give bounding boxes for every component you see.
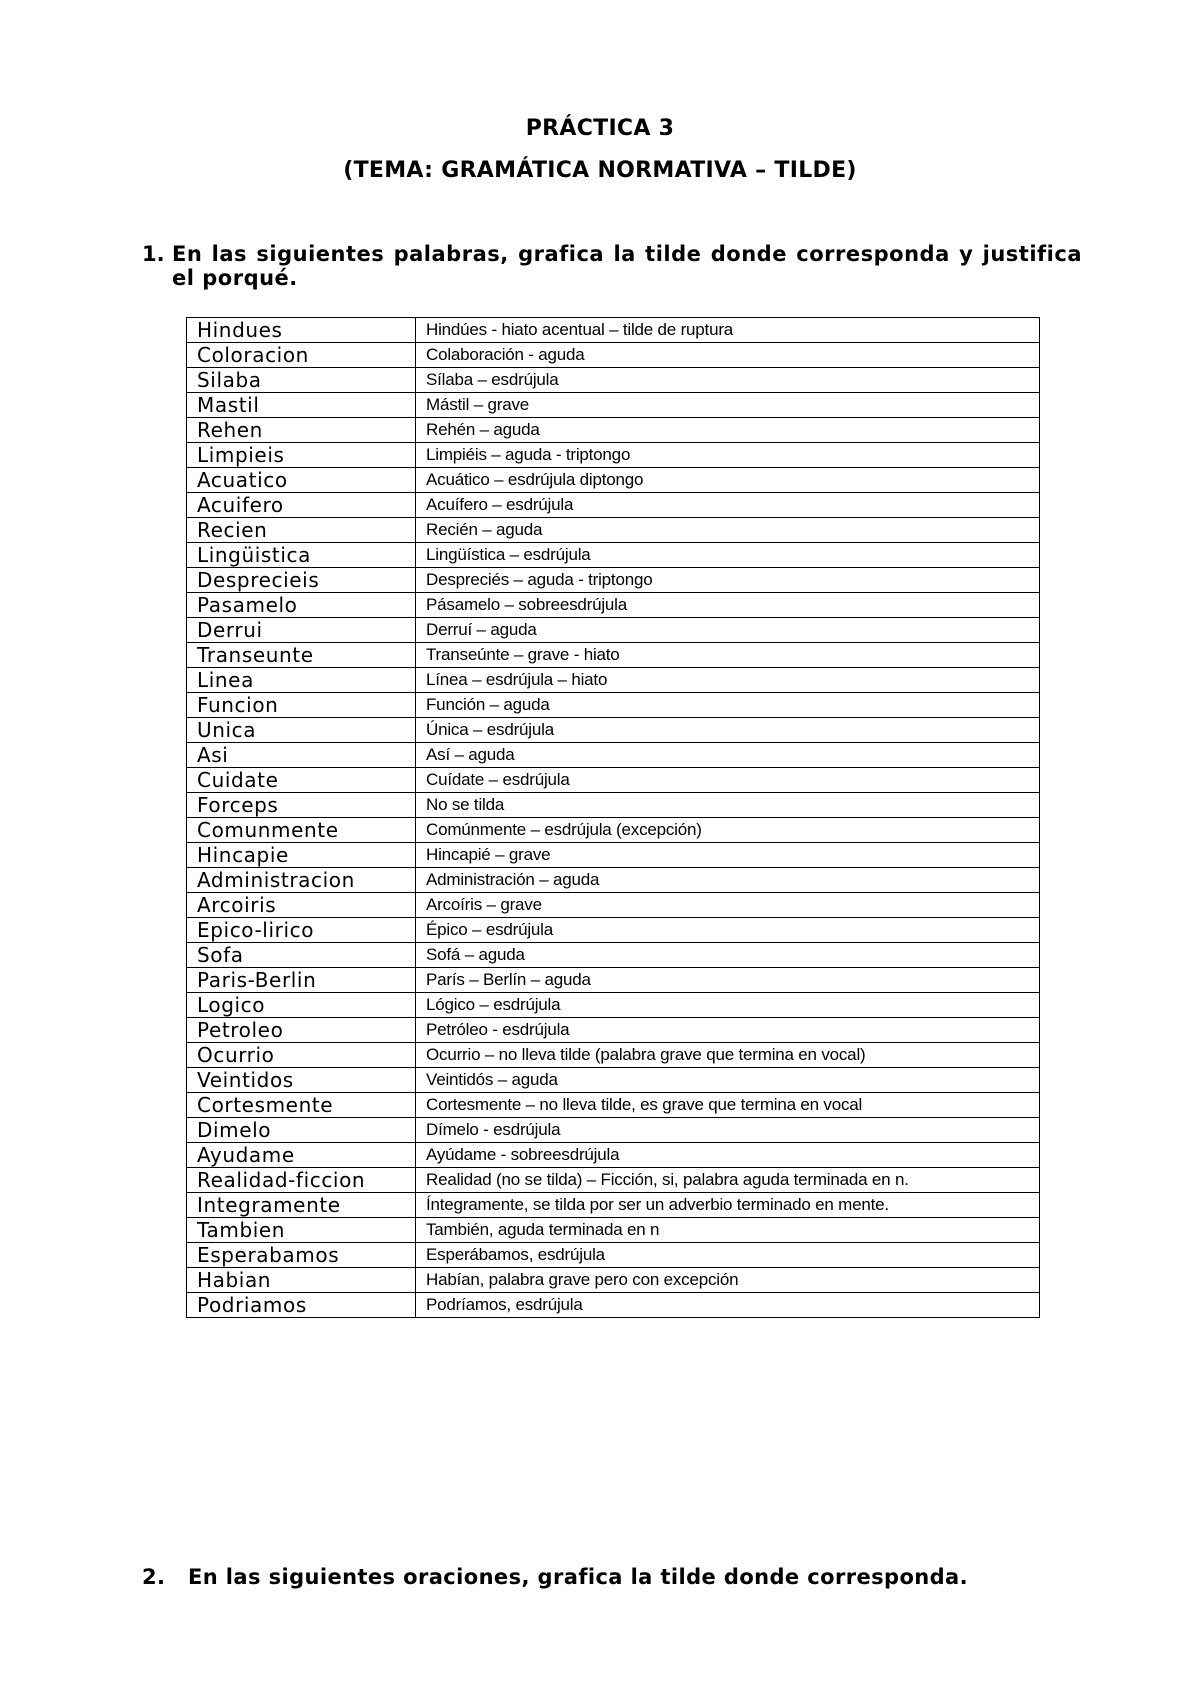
answer-cell: Íntegramente, se tilda por ser un adverbio terminado en mente. <box>416 1193 1040 1218</box>
answer-cell: París – Berlín – aguda <box>416 968 1040 993</box>
word-cell: Rehen <box>187 418 416 443</box>
table-row <box>187 918 1040 943</box>
answer-cell: Esperábamos, esdrújula <box>416 1243 1040 1268</box>
word-cell: Sofa <box>187 943 416 968</box>
word-cell: Esperabamos <box>187 1243 416 1268</box>
table-row <box>187 843 1040 868</box>
word-cell: Cortesmente <box>187 1093 416 1118</box>
answer-cell: Veintidós – aguda <box>416 1068 1040 1093</box>
word-cell: Lingüistica <box>187 543 416 568</box>
word-cell: Pasamelo <box>187 593 416 618</box>
table-row <box>187 868 1040 893</box>
word-cell: Arcoiris <box>187 893 416 918</box>
table-row <box>187 1268 1040 1293</box>
answer-cell: Arcoíris – grave <box>416 893 1040 918</box>
word-cell: Funcion <box>187 693 416 718</box>
table-row <box>187 718 1040 743</box>
answer-cell: No se tilda <box>416 793 1040 818</box>
word-cell: Coloracion <box>187 343 416 368</box>
table-row <box>187 1193 1040 1218</box>
table-row <box>187 1093 1040 1118</box>
answer-cell: Ayúdame - sobreesdrújula <box>416 1143 1040 1168</box>
answer-cell: Comúnmente – esdrújula (excepción) <box>416 818 1040 843</box>
table-row <box>187 1168 1040 1193</box>
word-cell: Habian <box>187 1268 416 1293</box>
table-row <box>187 418 1040 443</box>
table-row <box>187 1068 1040 1093</box>
answer-cell: Petróleo - esdrújula <box>416 1018 1040 1043</box>
word-cell: Administracion <box>187 868 416 893</box>
table-row <box>187 1018 1040 1043</box>
answer-cell: Despreciés – aguda - triptongo <box>416 568 1040 593</box>
page-title: PRÁCTICA 3 <box>525 116 675 141</box>
word-cell: Asi <box>187 743 416 768</box>
answer-cell: Realidad (no se tilda) – Ficción, si, palabra aguda terminada en n. <box>416 1168 1040 1193</box>
word-cell: Hindues <box>187 318 416 343</box>
word-cell: Acuifero <box>187 493 416 518</box>
table-row <box>187 593 1040 618</box>
table-row <box>187 518 1040 543</box>
word-cell: Podriamos <box>187 1293 416 1318</box>
table-row <box>187 793 1040 818</box>
answer-cell: Hincapié – grave <box>416 843 1040 868</box>
table-row <box>187 543 1040 568</box>
answer-cell: Rehén – aguda <box>416 418 1040 443</box>
word-cell: Dimelo <box>187 1118 416 1143</box>
table-row <box>187 968 1040 993</box>
answer-cell: Cuídate – esdrújula <box>416 768 1040 793</box>
answer-cell: También, aguda terminada en n <box>416 1218 1040 1243</box>
word-cell: Epico-lirico <box>187 918 416 943</box>
word-cell: Ocurrio <box>187 1043 416 1068</box>
table-row <box>187 768 1040 793</box>
table-row <box>187 1118 1040 1143</box>
word-cell: Recien <box>187 518 416 543</box>
words-table <box>186 317 1040 1318</box>
answer-cell: Acuático – esdrújula diptongo <box>416 468 1040 493</box>
answer-cell: Única – esdrújula <box>416 718 1040 743</box>
word-cell: Logico <box>187 993 416 1018</box>
word-cell: Silaba <box>187 368 416 393</box>
answer-cell: Habían, palabra grave pero con excepción <box>416 1268 1040 1293</box>
table-row <box>187 943 1040 968</box>
answer-cell: Derruí – aguda <box>416 618 1040 643</box>
question-2-text: En las siguientes oraciones, grafica la tilde donde corresponda. <box>188 1565 968 1589</box>
word-cell: Hincapie <box>187 843 416 868</box>
table-row <box>187 668 1040 693</box>
table-row <box>187 493 1040 518</box>
word-cell: Transeunte <box>187 643 416 668</box>
answer-cell: Acuífero – esdrújula <box>416 493 1040 518</box>
word-cell: Unica <box>187 718 416 743</box>
word-cell: Comunmente <box>187 818 416 843</box>
word-cell: Limpieis <box>187 443 416 468</box>
answer-cell: Lógico – esdrújula <box>416 993 1040 1018</box>
answer-cell: Sílaba – esdrújula <box>416 368 1040 393</box>
table-row <box>187 1293 1040 1318</box>
answer-cell: Recién – aguda <box>416 518 1040 543</box>
table-row <box>187 443 1040 468</box>
answer-cell: Línea – esdrújula – hiato <box>416 668 1040 693</box>
answer-cell: Así – aguda <box>416 743 1040 768</box>
table-row <box>187 993 1040 1018</box>
answer-cell: Administración – aguda <box>416 868 1040 893</box>
question-1 <box>142 242 1082 290</box>
word-cell: Tambien <box>187 1218 416 1243</box>
answer-cell: Ocurrio – no lleva tilde (palabra grave que termina en vocal) <box>416 1043 1040 1068</box>
word-cell: Desprecieis <box>187 568 416 593</box>
word-cell: Mastil <box>187 393 416 418</box>
word-cell: Petroleo <box>187 1018 416 1043</box>
word-cell: Veintidos <box>187 1068 416 1093</box>
table-row <box>187 1218 1040 1243</box>
word-cell: Paris-Berlin <box>187 968 416 993</box>
table-row <box>187 318 1040 343</box>
table-row <box>187 1043 1040 1068</box>
word-cell: Forceps <box>187 793 416 818</box>
answer-cell: Limpiéis – aguda - triptongo <box>416 443 1040 468</box>
answer-cell: Función – aguda <box>416 693 1040 718</box>
answer-cell: Sofá – aguda <box>416 943 1040 968</box>
table-row <box>187 1143 1040 1168</box>
question-1-text: En las siguientes palabras, grafica la tilde donde corresponda y justifica el porqué. <box>172 242 1082 290</box>
table-row <box>187 568 1040 593</box>
table-row <box>187 343 1040 368</box>
answer-cell: Colaboración - aguda <box>416 343 1040 368</box>
word-cell: Acuatico <box>187 468 416 493</box>
question-1-number: 1. <box>142 242 165 266</box>
question-2-number: 2. <box>142 1565 166 1589</box>
word-cell: Integramente <box>187 1193 416 1218</box>
answer-cell: Cortesmente – no lleva tilde, es grave que termina en vocal <box>416 1093 1040 1118</box>
table-row <box>187 743 1040 768</box>
table-row <box>187 643 1040 668</box>
answer-cell: Mástil – grave <box>416 393 1040 418</box>
word-cell: Derrui <box>187 618 416 643</box>
table-row <box>187 368 1040 393</box>
word-cell: Ayudame <box>187 1143 416 1168</box>
table-row <box>187 468 1040 493</box>
page-subtitle: (TEMA: GRAMÁTICA NORMATIVA – TILDE) <box>343 158 857 183</box>
answer-cell: Lingüística – esdrújula <box>416 543 1040 568</box>
table-row <box>187 693 1040 718</box>
table-row <box>187 893 1040 918</box>
answer-cell: Hindúes - hiato acentual – tilde de ruptura <box>416 318 1040 343</box>
answer-cell: Dímelo - esdrújula <box>416 1118 1040 1143</box>
word-cell: Cuidate <box>187 768 416 793</box>
question-2 <box>142 1565 968 1589</box>
table-row <box>187 393 1040 418</box>
table-row <box>187 618 1040 643</box>
answer-cell: Podríamos, esdrújula <box>416 1293 1040 1318</box>
table-row <box>187 818 1040 843</box>
answer-cell: Pásamelo – sobreesdrújula <box>416 593 1040 618</box>
answer-cell: Transeúnte – grave - hiato <box>416 643 1040 668</box>
word-cell: Realidad-ficcion <box>187 1168 416 1193</box>
answer-cell: Épico – esdrújula <box>416 918 1040 943</box>
word-cell: Linea <box>187 668 416 693</box>
table-row <box>187 1243 1040 1268</box>
